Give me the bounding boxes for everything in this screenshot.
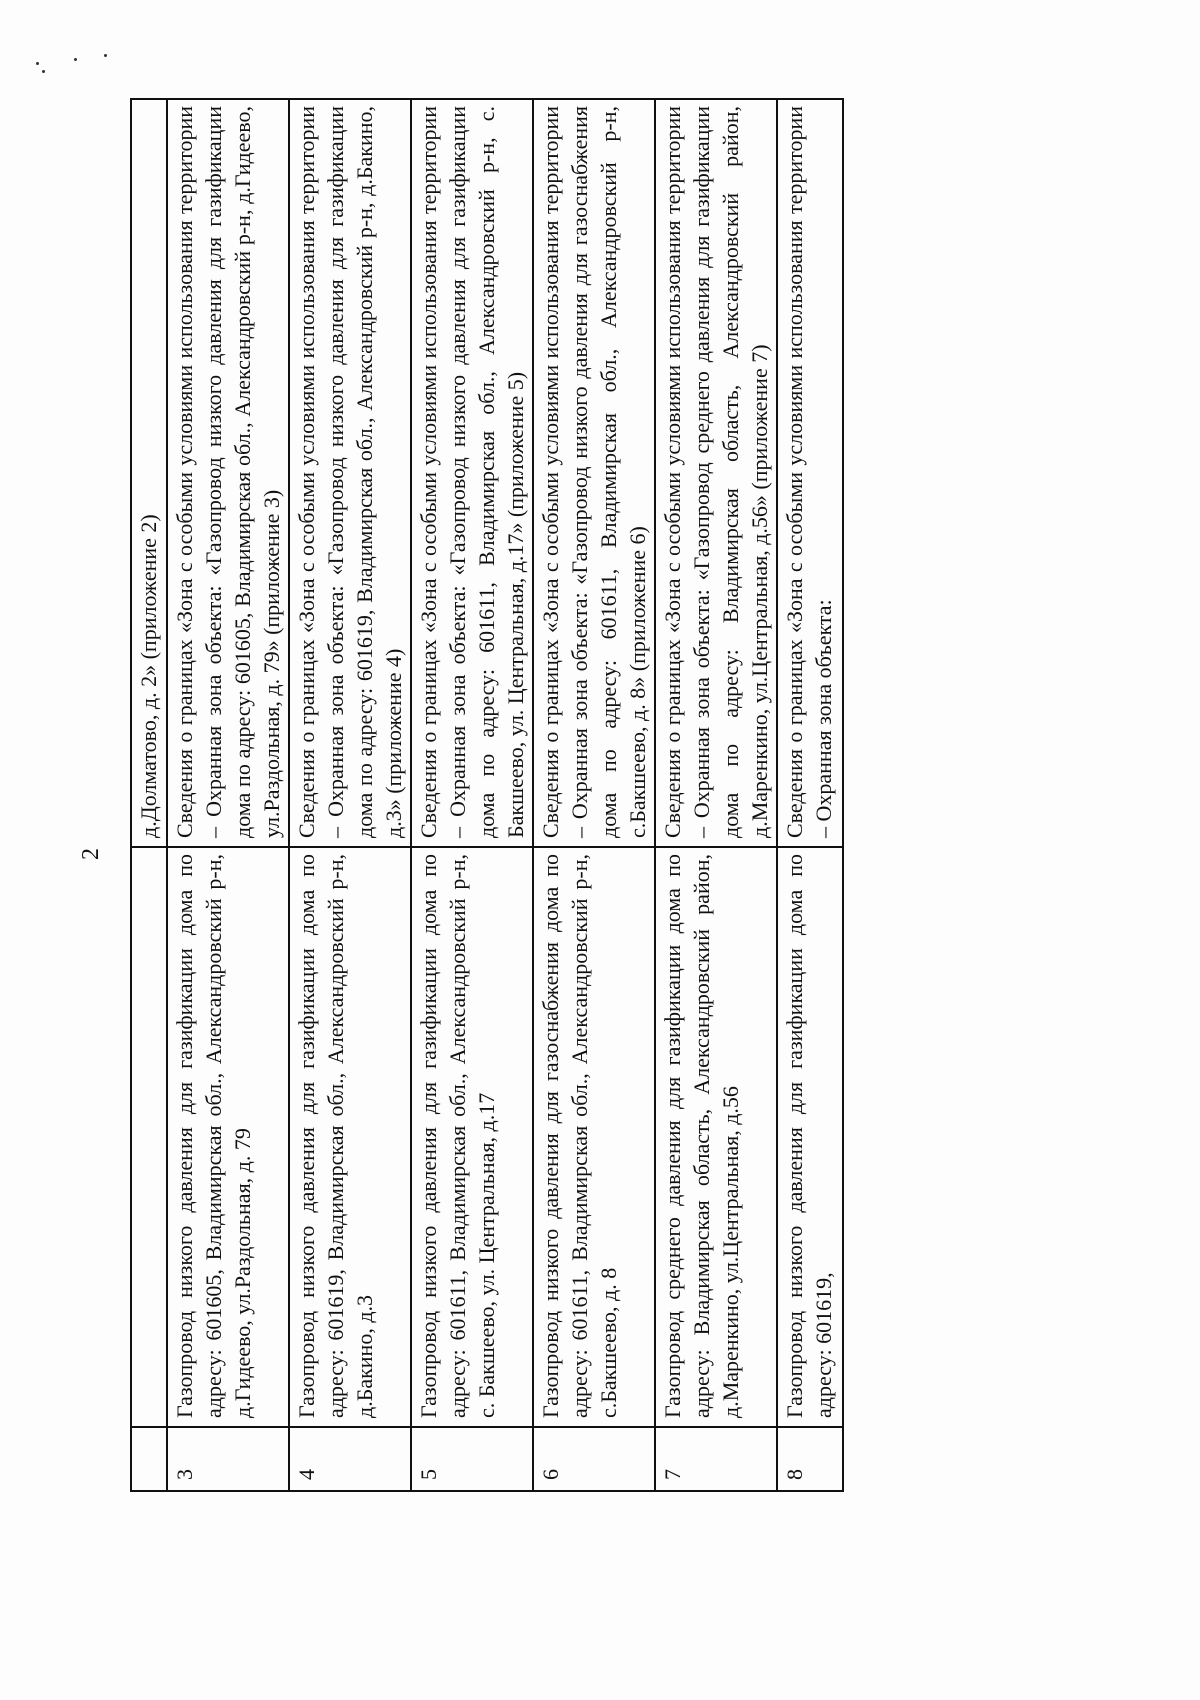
cell-info: Сведения о границах «Зона с особыми условиями использования территории – Охранная зона объекта: xyxy=(777,99,843,847)
cell-number: 6 xyxy=(533,1427,655,1491)
cell-info: Сведения о границах «Зона с особыми условиями использования территории – Охранная зона объекта: «Газопровод среднего давления для газификации дома по адресу: Владимирская область, Александровский район, д.Маренкино, ул.Центральная, д.56» (приложение 7) xyxy=(655,99,777,847)
cell-info: Сведения о границах «Зона с особыми условиями использования территории – Охранная зона объекта: «Газопровод низкого давления для газификации дома по адресу: 601619, Владимирская обл., Александровский р-н, д.Бакино, д.3» (приложение 4) xyxy=(289,99,411,847)
cell-info: Сведения о границах «Зона с особыми условиями использования территории – Охранная зона объекта: «Газопровод низкого давления для газоснабжения дома по адресу: 601611, Владимирская обл., Александровский р-н, с.Бакшеево, д. 8» (приложение 6) xyxy=(533,99,655,847)
cell-number: 7 xyxy=(655,1427,777,1491)
table-row-continuation xyxy=(131,99,167,1491)
table-row xyxy=(777,99,843,1491)
cell-number: 5 xyxy=(411,1427,533,1491)
cell-object: Газопровод низкого давления для газификации дома по адресу: 601611, Владимирская обл., Александровский р-н, с. Бакшеево, ул. Центральная, д.17 xyxy=(411,847,533,1427)
cell-info: д.Долматово, д. 2» (приложение 2) xyxy=(131,99,167,847)
zones-table xyxy=(130,98,844,1492)
page-number: 2 xyxy=(78,848,104,860)
cell-number xyxy=(131,1427,167,1491)
cell-info: Сведения о границах «Зона с особыми условиями использования территории – Охранная зона объекта: «Газопровод низкого давления для газификации дома по адресу: 601611, Владимирская обл., Александровский р-н, с. Бакшеево, ул. Центральная, д.17» (приложение 5) xyxy=(411,99,533,847)
cell-number: 3 xyxy=(167,1427,289,1491)
cell-object: Газопровод низкого давления для газификации дома по адресу: 601619, xyxy=(777,847,843,1427)
table-row xyxy=(411,99,533,1491)
table-row xyxy=(167,99,289,1491)
cell-object: Газопровод низкого давления для газоснабжения дома по адресу: 601611, Владимирская обл., Александровский р-н, с.Бакшеево, д. 8 xyxy=(533,847,655,1427)
table-row xyxy=(289,99,411,1491)
table-row xyxy=(655,99,777,1491)
cell-object xyxy=(131,847,167,1427)
cell-object: Газопровод низкого давления для газификации дома по адресу: 601619, Владимирская обл., Александровский р-н, д.Бакино, д.3 xyxy=(289,847,411,1427)
cell-number: 4 xyxy=(289,1427,411,1491)
cell-object: Газопровод низкого давления для газификации дома по адресу: 601605, Владимирская обл., Александровский р-н, д.Гидеево, ул.Раздольная, д. 79 xyxy=(167,847,289,1427)
cell-number: 8 xyxy=(777,1427,843,1491)
cell-info: Сведения о границах «Зона с особыми условиями использования территории – Охранная зона объекта: «Газопровод низкого давления для газификации дома по адресу: 601605, Владимирская обл., Александровский р-н, д.Гидеево, ул.Раздольная, д. 79» (приложение 3) xyxy=(167,99,289,847)
table-row xyxy=(533,99,655,1491)
cell-object: Газопровод среднего давления для газификации дома по адресу: Владимирская область, Александровский район, д.Маренкино, ул.Центральная, д.56 xyxy=(655,847,777,1427)
